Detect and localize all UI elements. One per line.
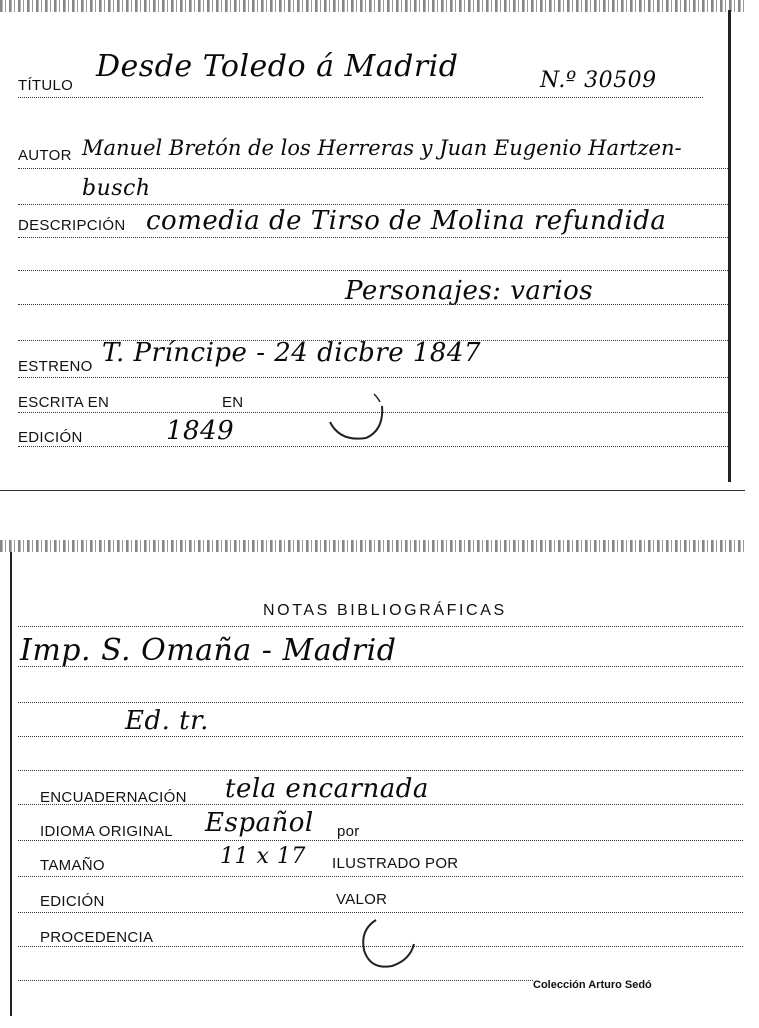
rule-line	[18, 876, 743, 877]
tamano-label: TAMAÑO	[40, 857, 105, 874]
rule-line	[18, 736, 743, 737]
descripcion-value-line2: Personajes: varios	[345, 276, 594, 306]
estreno-label: ESTRENO	[18, 358, 93, 375]
card-bottom-edge	[0, 490, 745, 491]
rule-line	[18, 980, 533, 981]
estreno-value: T. Príncipe - 24 dicbre 1847	[102, 338, 482, 368]
descripcion-label: DESCRIPCIÓN	[18, 217, 126, 234]
edicion-value: 1849	[166, 416, 235, 446]
por-label: por	[337, 823, 360, 840]
rule-line	[18, 702, 743, 703]
tamano-value: 11 x 17	[220, 844, 306, 869]
card-torn-edge	[0, 0, 745, 12]
rule-line	[18, 168, 728, 169]
punch-hole-mark	[352, 914, 424, 976]
rule-line	[18, 270, 728, 271]
edicion-label-back: EDICIÓN	[40, 893, 105, 910]
rule-line	[18, 912, 743, 913]
catalog-number: N.º 30509	[540, 68, 657, 93]
procedencia-label: PROCEDENCIA	[40, 929, 154, 946]
autor-value-line1: Manuel Bretón de los Herreras y Juan Eugenio Hartzen-	[82, 136, 682, 160]
notes-line1: Imp. S. Omaña - Madrid	[20, 633, 397, 668]
rule-line	[18, 377, 728, 378]
rule-line	[18, 626, 743, 627]
card-right-edge	[728, 10, 731, 482]
rule-line	[18, 97, 703, 98]
rule-line	[18, 446, 728, 447]
valor-label: VALOR	[336, 891, 388, 908]
autor-value-line2: busch	[82, 176, 151, 201]
ilustrado-label: ILUSTRADO POR	[332, 855, 459, 872]
rule-line	[18, 840, 743, 841]
punch-hole-mark	[322, 384, 390, 444]
idioma-value: Español	[205, 808, 314, 838]
idioma-label: IDIOMA ORIGINAL	[40, 823, 173, 840]
titulo-label: TÍTULO	[18, 77, 74, 94]
collection-credit: Colección Arturo Sedó	[533, 979, 652, 991]
en-label: EN	[222, 394, 244, 411]
encuadernacion-label: ENCUADERNACIÓN	[40, 789, 187, 806]
edicion-label: EDICIÓN	[18, 429, 83, 446]
catalog-card-back	[0, 540, 745, 1016]
catalog-card-front	[0, 0, 745, 492]
rule-line	[18, 770, 743, 771]
encuadernacion-value: tela encarnada	[225, 774, 429, 804]
rule-line	[18, 237, 728, 238]
notes-line2: Ed. tr.	[125, 706, 209, 736]
rule-line	[18, 204, 728, 205]
card-torn-edge	[0, 540, 745, 552]
escrita-en-label: ESCRITA EN	[18, 394, 110, 411]
descripcion-value-line1: comedia de Tirso de Molina refundida	[146, 206, 667, 236]
card-left-edge	[10, 552, 12, 1016]
autor-label: AUTOR	[18, 147, 72, 164]
titulo-value: Desde Toledo á Madrid	[96, 49, 459, 84]
notas-heading: NOTAS BIBLIOGRÁFICAS	[263, 602, 507, 619]
